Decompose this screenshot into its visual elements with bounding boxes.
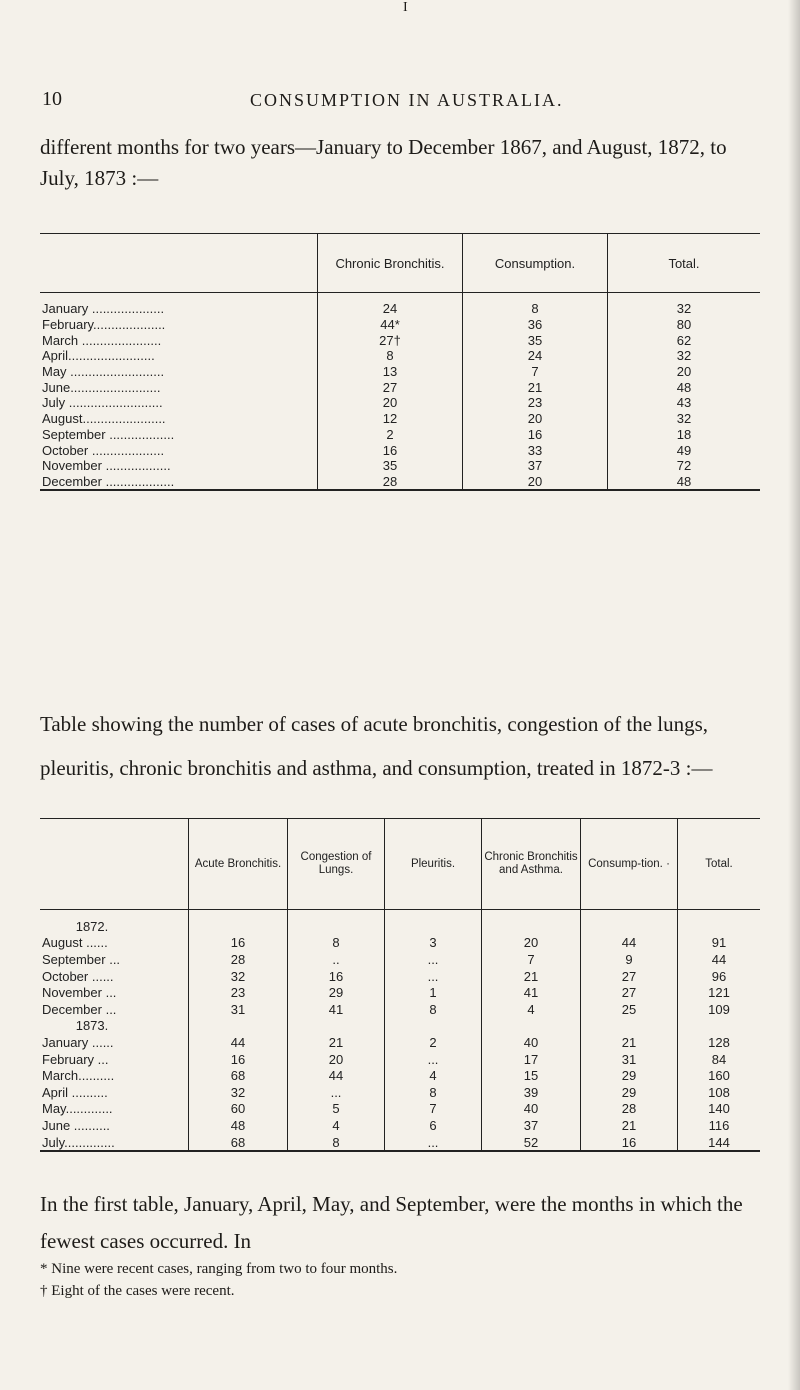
row-month: March.......... — [42, 1068, 115, 1084]
cell-total: 160 — [678, 1067, 761, 1084]
cell-total: 32 — [608, 293, 761, 317]
cell-chronic: 12 — [318, 411, 463, 427]
cell-consumption: 33 — [463, 442, 608, 458]
cell-chronic: 2 — [318, 427, 463, 443]
cell-total: 96 — [678, 968, 761, 985]
row-month: February.................... — [42, 317, 166, 333]
cell-chronic: 24 — [318, 293, 463, 317]
cell-acute: 16 — [189, 1051, 288, 1068]
row-month: November ... — [42, 985, 117, 1001]
cell-pleuritis: 8 — [385, 1084, 482, 1101]
cell-total: 20 — [608, 364, 761, 380]
cell-consumption: 21 — [463, 379, 608, 395]
cell-chronic: 17 — [482, 1051, 581, 1068]
cell-acute: 31 — [189, 1001, 288, 1018]
header-consumption: Consumption. — [463, 234, 608, 293]
table-row — [40, 951, 760, 968]
row-month: November .................. — [42, 458, 171, 474]
cell-chronic: 7 — [482, 951, 581, 968]
empty-cell — [385, 910, 482, 935]
cell-congestion: 8 — [288, 1134, 385, 1152]
year-row — [40, 910, 760, 935]
cell-total: 140 — [678, 1101, 761, 1118]
table-row — [40, 1034, 760, 1051]
cell-total: 116 — [678, 1117, 761, 1134]
respiratory-cases-table — [40, 818, 760, 1152]
cell-total: 62 — [608, 332, 761, 348]
cell-consumption: 37 — [463, 458, 608, 474]
cell-congestion: 16 — [288, 968, 385, 985]
cell-congestion: 41 — [288, 1001, 385, 1018]
cell-chronic: 27† — [318, 332, 463, 348]
page-edge-shadow — [788, 0, 800, 1390]
cell-consumption: 9 — [581, 951, 678, 968]
cell-total: 91 — [678, 935, 761, 952]
cell-total: 32 — [608, 411, 761, 427]
cell-consumption: 21 — [581, 1117, 678, 1134]
table-row — [40, 379, 760, 395]
table-row — [40, 427, 760, 443]
cell-pleuritis: 7 — [385, 1101, 482, 1118]
cell-consumption: 16 — [463, 427, 608, 443]
table-row — [40, 935, 760, 952]
cell-congestion: 5 — [288, 1101, 385, 1118]
cell-congestion: 4 — [288, 1117, 385, 1134]
cell-chronic: 16 — [318, 442, 463, 458]
cell-consumption: 16 — [581, 1134, 678, 1152]
running-title: CONSUMPTION IN AUSTRALIA. — [250, 90, 564, 110]
row-month: December ................... — [42, 473, 175, 489]
cell-total: 121 — [678, 984, 761, 1001]
page-mark: I — [403, 0, 408, 15]
cell-acute: 16 — [189, 935, 288, 952]
row-month: September .................. — [42, 426, 175, 442]
cell-total: 128 — [678, 1034, 761, 1051]
cell-congestion: 8 — [288, 935, 385, 952]
cell-consumption: 25 — [581, 1001, 678, 1018]
table-row — [40, 395, 760, 411]
cell-acute: 32 — [189, 1084, 288, 1101]
header-blank — [40, 234, 318, 293]
cell-pleuritis: ... — [385, 968, 482, 985]
year-row — [40, 1018, 760, 1035]
cell-congestion: ... — [288, 1084, 385, 1101]
cell-congestion: 29 — [288, 984, 385, 1001]
header-pleuritis: Pleuritis. — [385, 819, 482, 910]
table-row — [40, 1117, 760, 1134]
cell-acute: 48 — [189, 1117, 288, 1134]
row-month: April........................ — [42, 348, 155, 364]
cell-chronic: 27 — [318, 379, 463, 395]
empty-cell — [288, 1018, 385, 1035]
table-row — [40, 411, 760, 427]
table-row — [40, 458, 760, 474]
row-month: January .................... — [42, 301, 165, 317]
row-month: October .................... — [42, 442, 165, 458]
cell-pleuritis: 3 — [385, 935, 482, 952]
cell-consumption: 29 — [581, 1084, 678, 1101]
cell-acute: 28 — [189, 951, 288, 968]
table-row — [40, 332, 760, 348]
cell-pleuritis: 6 — [385, 1117, 482, 1134]
cell-chronic: 35 — [318, 458, 463, 474]
table-row — [40, 1101, 760, 1118]
header-blank — [40, 819, 189, 910]
cell-consumption: 21 — [581, 1034, 678, 1051]
cell-pleuritis: 2 — [385, 1034, 482, 1051]
row-month: May............. — [42, 1101, 113, 1117]
cell-congestion: 20 — [288, 1051, 385, 1068]
table-row — [40, 474, 760, 491]
table-row — [40, 293, 760, 317]
cell-chronic: 40 — [482, 1101, 581, 1118]
table-row — [40, 317, 760, 333]
header-chronic-bronchitis: Chronic Bronchitis. — [318, 234, 463, 293]
cell-chronic: 15 — [482, 1067, 581, 1084]
cell-chronic: 20 — [482, 935, 581, 952]
cell-consumption: 28 — [581, 1101, 678, 1118]
cell-acute: 68 — [189, 1134, 288, 1152]
cell-congestion: 21 — [288, 1034, 385, 1051]
cell-total: 43 — [608, 395, 761, 411]
cell-chronic: 44* — [318, 317, 463, 333]
table-row — [40, 984, 760, 1001]
empty-cell — [482, 1018, 581, 1035]
cell-consumption: 36 — [463, 317, 608, 333]
empty-cell — [581, 1018, 678, 1035]
cell-chronic: 28 — [318, 474, 463, 491]
table-row — [40, 364, 760, 380]
row-month: April .......... — [42, 1084, 108, 1100]
table-row — [40, 1134, 760, 1152]
cell-acute: 32 — [189, 968, 288, 985]
cell-total: 48 — [608, 474, 761, 491]
cell-total: 144 — [678, 1134, 761, 1152]
cell-chronic: 41 — [482, 984, 581, 1001]
cell-total: 80 — [608, 317, 761, 333]
empty-cell — [581, 910, 678, 935]
row-month: October ...... — [42, 968, 114, 984]
footnote-dagger: † Eight of the cases were recent. — [40, 1283, 235, 1299]
cell-acute: 23 — [189, 984, 288, 1001]
cell-chronic: 8 — [318, 348, 463, 364]
row-month: May .......................... — [42, 364, 165, 380]
empty-cell — [189, 910, 288, 935]
cell-total: 18 — [608, 427, 761, 443]
cell-chronic: 37 — [482, 1117, 581, 1134]
cell-consumption: 27 — [581, 984, 678, 1001]
year-label: 1872. — [75, 918, 109, 934]
cell-acute: 44 — [189, 1034, 288, 1051]
cell-consumption: 35 — [463, 332, 608, 348]
cell-consumption: 29 — [581, 1067, 678, 1084]
table-row — [40, 442, 760, 458]
row-month: June......................... — [42, 379, 161, 395]
header-total: Total. — [678, 819, 761, 910]
header-chronic-asthma: Chronic Bronchitis and Asthma. — [482, 819, 581, 910]
cell-chronic: 40 — [482, 1034, 581, 1051]
table-row — [40, 1051, 760, 1068]
empty-cell — [385, 1018, 482, 1035]
year-label: 1873. — [75, 1018, 109, 1034]
cell-pleuritis: ... — [385, 951, 482, 968]
page-number: 10 — [42, 88, 62, 110]
empty-cell — [189, 1018, 288, 1035]
cell-total: 72 — [608, 458, 761, 474]
cell-consumption: 31 — [581, 1051, 678, 1068]
cell-chronic: 4 — [482, 1001, 581, 1018]
row-month: July .......................... — [42, 395, 163, 411]
empty-cell — [288, 910, 385, 935]
header-acute-bronchitis: Acute Bronchitis. — [189, 819, 288, 910]
footnote-star: * Nine were recent cases, ranging from two to four months. — [40, 1261, 398, 1277]
cell-pleuritis: 8 — [385, 1001, 482, 1018]
row-month: September ... — [42, 951, 121, 967]
header-congestion: Congestion of Lungs. — [288, 819, 385, 910]
cell-chronic: 13 — [318, 364, 463, 380]
cell-pleuritis: ... — [385, 1134, 482, 1152]
table-row — [40, 1001, 760, 1018]
cell-total: 84 — [678, 1051, 761, 1068]
monthly-cases-table — [40, 233, 760, 491]
cell-chronic: 52 — [482, 1134, 581, 1152]
row-month: June .......... — [42, 1117, 110, 1133]
row-month: August ...... — [42, 935, 108, 951]
table2-caption: Table showing the number of cases of acute bronchitis, congestion of the lungs, pleuritis, chronic bronchitis and asthma, and consumption, treated in 1872-3 :— — [40, 712, 713, 780]
empty-cell — [678, 910, 761, 935]
cell-consumption: 8 — [463, 293, 608, 317]
cell-congestion: 44 — [288, 1067, 385, 1084]
row-month: February ... — [42, 1051, 109, 1067]
cell-chronic: 21 — [482, 968, 581, 985]
table-header-row — [40, 234, 760, 293]
empty-cell — [482, 910, 581, 935]
cell-consumption: 24 — [463, 348, 608, 364]
table-row — [40, 1084, 760, 1101]
table-header-row — [40, 819, 760, 910]
cell-pleuritis: 4 — [385, 1067, 482, 1084]
closing-paragraph: In the first table, January, April, May, and September, were the months in which the fewest cases occurred. In — [40, 1192, 743, 1253]
row-month: July.............. — [42, 1134, 115, 1150]
cell-chronic: 20 — [318, 395, 463, 411]
cell-pleuritis: ... — [385, 1051, 482, 1068]
header-consumption: Consump-tion. · — [581, 819, 678, 910]
cell-acute: 68 — [189, 1067, 288, 1084]
cell-consumption: 27 — [581, 968, 678, 985]
cell-consumption: 20 — [463, 411, 608, 427]
cell-chronic: 39 — [482, 1084, 581, 1101]
cell-congestion: .. — [288, 951, 385, 968]
cell-total: 109 — [678, 1001, 761, 1018]
cell-pleuritis: 1 — [385, 984, 482, 1001]
cell-total: 108 — [678, 1084, 761, 1101]
table-row — [40, 1067, 760, 1084]
cell-total: 49 — [608, 442, 761, 458]
row-month: December ... — [42, 1001, 117, 1017]
row-month: January ...... — [42, 1034, 114, 1050]
empty-cell — [678, 1018, 761, 1035]
cell-acute: 60 — [189, 1101, 288, 1118]
cell-total: 32 — [608, 348, 761, 364]
intro-paragraph: different months for two years—January to December 1867, and August, 1872, to July, 1873 :— — [40, 135, 727, 190]
cell-total: 44 — [678, 951, 761, 968]
cell-consumption: 44 — [581, 935, 678, 952]
table-row — [40, 968, 760, 985]
cell-consumption: 7 — [463, 364, 608, 380]
cell-consumption: 20 — [463, 474, 608, 491]
table-row — [40, 348, 760, 364]
row-month: August....................... — [42, 411, 166, 427]
header-total: Total. — [608, 234, 761, 293]
cell-consumption: 23 — [463, 395, 608, 411]
row-month: March ...................... — [42, 332, 162, 348]
cell-total: 48 — [608, 379, 761, 395]
